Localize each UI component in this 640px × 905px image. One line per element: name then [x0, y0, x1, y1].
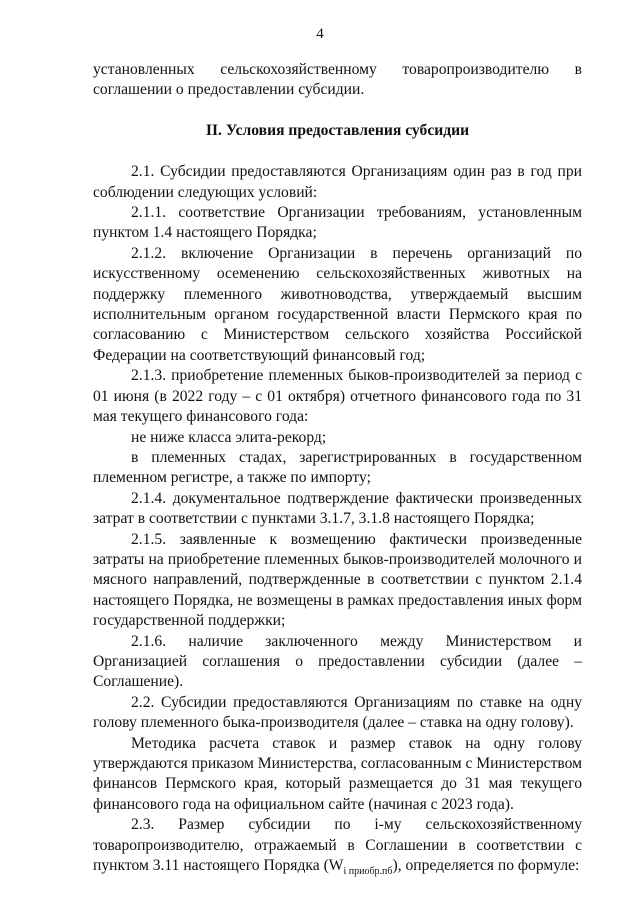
section-heading: II. Условия предоставления субсидии — [205, 121, 470, 139]
paragraph-2-1-2: 2.1.2. включение Организации в перечень организаций по искусственному осеменению сельскохозяйственных животных на поддержку племенного животноводства, утверждаемый высшим исполнительным органом государственной власти Пермского края по согласованию с Министерством сельского хозяйства Российской Федерации на соответствующий финансовый год; — [93, 244, 582, 364]
paragraph-2-1: 2.1. Субсидии предоставляются Организациям один раз в год при соблюдении следующих условий: — [93, 163, 582, 201]
paragraph-2-1-4: 2.1.4. документальное подтверждение фактически произведенных затрат в соответствии с пунктами 3.1.7, 3.1.8 настоящего Порядка; — [93, 489, 582, 528]
paragraph-2-3-text: 2.3. Размер субсидии по i-му сельскохозяйственному товаропроизводителю, отражаемый в Соглашении в соответствии с пунктом 3.11 настоящего Порядка (W — [93, 816, 582, 875]
paragraph-2-1-1: 2.1.1. соответствие Организации требованиям, установленным пунктом 1.4 настоящего Порядка; — [93, 204, 582, 242]
paragraph-2-1-3: 2.1.3. приобретение племенных быков-производителей за период с 01 июня (в 2022 году – с 01 октября) отчетного финансового года по 31 мая текущего финансового года: — [93, 367, 582, 426]
document-body — [93, 60, 582, 876]
paragraph-2-2: 2.2. Субсидии предоставляются Организациям по ставке на одну голову племенного быка-производителя (далее – ставка на одну голову). — [93, 693, 582, 732]
paragraph-2-1-6: 2.1.6. наличие заключенного между Министерством и Организацией соглашения о предоставлении субсидии (далее – Соглашение). — [93, 632, 582, 691]
paragraph-2-3-tail: ), определяется по формуле: — [392, 857, 580, 875]
formula-subscript: i приобр.пб — [343, 866, 393, 878]
page-number: 4 — [316, 26, 324, 42]
paragraph-2-3 — [93, 815, 582, 876]
paragraph-rate-methodology: Методика расчета ставок и размер ставок на одну голову утверждаются приказом Министерства, согласованным с Министерством финансов Пермского края, который размещается до 31 мая текущего финансового года на официальном сайте (начиная с 2023 года). — [93, 734, 583, 813]
paragraph-registry-requirement: в племенных стадах, зарегистрированных в государственном племенном регистре, а также по импорту; — [93, 448, 582, 487]
paragraph-class-requirement: не ниже класса элита-рекорд; — [131, 428, 327, 446]
paragraph-2-1-5: 2.1.5. заявленные к возмещению фактически произведенные затраты на приобретение племенных быков-производителей молочного и мясного направлений, подтвержденные в соответствии с пунктом 2.1.4 настоящего Порядка, не возмещены в рамках предоставления иных форм государственной поддержки; — [93, 530, 582, 630]
continuation-paragraph: установленных сельскохозяйственному товаропроизводителю в соглашении о предоставлении субсидии. — [93, 61, 582, 99]
